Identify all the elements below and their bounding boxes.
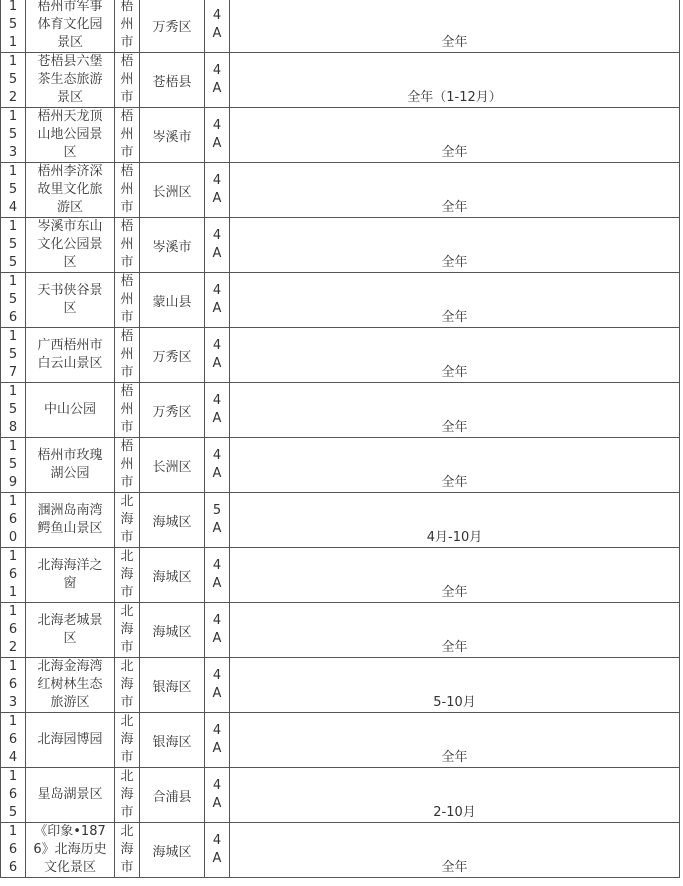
- scenic-spot-name-text: 梧州市玫瑰湖公园: [37, 448, 103, 481]
- scenic-spot-name-text: 岑溪市东山文化公园景区: [37, 219, 103, 270]
- scenic-spot-name-cell: [26, 163, 115, 218]
- row-number-text: 162: [8, 604, 18, 655]
- district-cell: [140, 383, 205, 438]
- row-number-cell: [1, 328, 26, 383]
- level-text: 4A: [212, 393, 222, 426]
- table-row: [1, 493, 680, 548]
- district-cell: [140, 0, 205, 53]
- scenic-spot-name-text: 涠洲岛南湾鳄鱼山景区: [37, 503, 103, 536]
- row-number-text: 155: [8, 219, 18, 270]
- scenic-spot-name-cell: [26, 823, 115, 878]
- level-text: 4A: [212, 668, 222, 701]
- city-text: 北海市: [120, 604, 134, 655]
- open-period-text: 全年: [441, 475, 468, 490]
- row-number-text: 159: [8, 439, 18, 490]
- open-period-text: 全年: [441, 640, 468, 655]
- level-cell: [205, 548, 230, 603]
- row-number-cell: [1, 713, 26, 768]
- city-cell: [115, 493, 140, 548]
- scenic-spot-name-text: 天书侠谷景区: [37, 283, 103, 316]
- district-text: 万秀区: [152, 404, 192, 420]
- district-text: 岑溪市: [152, 239, 192, 255]
- row-number-text: 166: [8, 824, 18, 875]
- open-period-text: 全年: [441, 200, 468, 215]
- open-period-text: 全年: [441, 420, 468, 435]
- open-period-cell: [230, 768, 680, 823]
- city-text: 北海市: [120, 494, 134, 545]
- open-period-text: 全年: [441, 750, 468, 765]
- level-cell: [205, 658, 230, 713]
- open-period-text: 全年: [441, 145, 468, 160]
- row-number-text: 153: [8, 109, 18, 160]
- table-row: [1, 0, 680, 53]
- table-row: [1, 548, 680, 603]
- scenic-spot-name-text: 北海园博园: [37, 732, 103, 747]
- district-cell: [140, 658, 205, 713]
- level-text: 5A: [212, 503, 222, 536]
- table-row: [1, 163, 680, 218]
- scenic-spot-name-cell: [26, 438, 115, 493]
- level-cell: [205, 823, 230, 878]
- open-period-text: 全年: [441, 35, 468, 50]
- scenic-spot-name-text: 梧州李济深故里文化旅游区: [37, 164, 103, 215]
- district-text: 合浦县: [152, 789, 192, 805]
- city-text: 梧州市: [120, 274, 134, 325]
- city-cell: [115, 218, 140, 273]
- table-row: [1, 768, 680, 823]
- city-cell: [115, 823, 140, 878]
- city-text: 梧州市: [120, 439, 134, 490]
- open-period-cell: [230, 273, 680, 328]
- district-cell: [140, 53, 205, 108]
- scenic-spot-name-cell: [26, 53, 115, 108]
- scenic-spot-name-cell: [26, 603, 115, 658]
- table-row: [1, 218, 680, 273]
- open-period-text: 全年: [441, 860, 468, 875]
- level-text: 4A: [212, 558, 222, 591]
- district-text: 长洲区: [152, 184, 192, 200]
- level-cell: [205, 493, 230, 548]
- scenic-spot-name-cell: [26, 218, 115, 273]
- city-cell: [115, 383, 140, 438]
- table-body: [1, 0, 680, 878]
- row-number-cell: [1, 438, 26, 493]
- table-row: [1, 658, 680, 713]
- district-text: 苍梧县: [152, 74, 192, 90]
- level-text: 4A: [212, 448, 222, 481]
- open-period-cell: [230, 53, 680, 108]
- city-text: 北海市: [120, 659, 134, 710]
- level-text: 4A: [212, 8, 222, 41]
- open-period-cell: [230, 713, 680, 768]
- city-text: 梧州市: [120, 0, 134, 50]
- level-cell: [205, 53, 230, 108]
- table-row: [1, 108, 680, 163]
- district-text: 海城区: [152, 569, 192, 585]
- table-row: [1, 438, 680, 493]
- row-number-text: 164: [8, 714, 18, 765]
- scenic-spot-name-cell: [26, 0, 115, 53]
- city-cell: [115, 548, 140, 603]
- scenic-spot-name-text: 广西梧州市白云山景区: [37, 338, 103, 371]
- scenic-spot-name-cell: [26, 493, 115, 548]
- level-text: 4A: [212, 118, 222, 151]
- city-cell: [115, 768, 140, 823]
- city-cell: [115, 163, 140, 218]
- level-cell: [205, 438, 230, 493]
- row-number-text: 158: [8, 384, 18, 435]
- scenic-spot-name-text: 北海老城景区: [37, 613, 103, 646]
- scenic-spot-name-cell: [26, 768, 115, 823]
- level-cell: [205, 0, 230, 53]
- city-text: 梧州市: [120, 329, 134, 380]
- level-text: 4A: [212, 63, 222, 96]
- level-cell: [205, 768, 230, 823]
- open-period-text: 全年（1-12月）: [407, 90, 502, 105]
- district-text: 银海区: [152, 734, 192, 750]
- open-period-text: 全年: [441, 310, 468, 325]
- row-number-cell: [1, 548, 26, 603]
- city-cell: [115, 713, 140, 768]
- scenic-spot-name-cell: [26, 658, 115, 713]
- district-text: 海城区: [152, 624, 192, 640]
- open-period-text: 全年: [441, 365, 468, 380]
- district-cell: [140, 713, 205, 768]
- city-cell: [115, 603, 140, 658]
- open-period-cell: [230, 823, 680, 878]
- row-number-cell: [1, 218, 26, 273]
- row-number-cell: [1, 603, 26, 658]
- scenic-spot-name-text: 北海金海湾红树林生态旅游区: [37, 659, 103, 710]
- open-period-cell: [230, 548, 680, 603]
- city-text: 北海市: [120, 714, 134, 765]
- row-number-cell: [1, 53, 26, 108]
- row-number-text: 161: [8, 549, 18, 600]
- table-row: [1, 713, 680, 768]
- row-number-text: 151: [8, 0, 18, 50]
- scenic-spot-name-text: 《印象•1876》北海历史文化景区: [33, 824, 107, 875]
- district-text: 银海区: [152, 679, 192, 695]
- district-text: 蒙山县: [152, 294, 192, 310]
- level-cell: [205, 163, 230, 218]
- city-cell: [115, 108, 140, 163]
- row-number-text: 157: [8, 329, 18, 380]
- city-text: 梧州市: [120, 164, 134, 215]
- level-cell: [205, 108, 230, 163]
- city-text: 梧州市: [120, 219, 134, 270]
- level-cell: [205, 713, 230, 768]
- district-cell: [140, 218, 205, 273]
- scenic-spot-name-text: 苍梧县六堡茶生态旅游景区: [37, 54, 103, 105]
- scenic-spot-name-text: 北海海洋之窗: [37, 558, 103, 591]
- city-text: 梧州市: [120, 109, 134, 160]
- level-cell: [205, 218, 230, 273]
- district-cell: [140, 163, 205, 218]
- city-text: 北海市: [120, 769, 134, 820]
- row-number-cell: [1, 0, 26, 53]
- scenic-spot-name-text: 中山公园: [43, 402, 96, 417]
- table-row: [1, 273, 680, 328]
- open-period-text: 全年: [441, 585, 468, 600]
- district-cell: [140, 493, 205, 548]
- level-cell: [205, 603, 230, 658]
- city-cell: [115, 658, 140, 713]
- level-text: 4A: [212, 338, 222, 371]
- district-text: 万秀区: [152, 349, 192, 365]
- city-text: 北海市: [120, 824, 134, 875]
- city-cell: [115, 438, 140, 493]
- row-number-cell: [1, 823, 26, 878]
- row-number-text: 152: [8, 54, 18, 105]
- city-cell: [115, 53, 140, 108]
- district-text: 万秀区: [152, 19, 192, 35]
- level-text: 4A: [212, 173, 222, 206]
- row-number-cell: [1, 108, 26, 163]
- district-cell: [140, 438, 205, 493]
- table-row: [1, 383, 680, 438]
- city-cell: [115, 328, 140, 383]
- district-text: 岑溪市: [152, 129, 192, 145]
- open-period-cell: [230, 328, 680, 383]
- city-text: 梧州市: [120, 54, 134, 105]
- table-row: [1, 823, 680, 878]
- city-text: 北海市: [120, 549, 134, 600]
- open-period-cell: [230, 493, 680, 548]
- open-period-cell: [230, 163, 680, 218]
- row-number-cell: [1, 768, 26, 823]
- scenic-spot-name-text: 梧州天龙顶山地公园景区: [37, 109, 103, 160]
- open-period-cell: [230, 438, 680, 493]
- open-period-cell: [230, 383, 680, 438]
- district-cell: [140, 548, 205, 603]
- row-number-text: 156: [8, 274, 18, 325]
- open-period-cell: [230, 108, 680, 163]
- district-cell: [140, 823, 205, 878]
- row-number-cell: [1, 493, 26, 548]
- row-number-text: 163: [8, 659, 18, 710]
- open-period-cell: [230, 0, 680, 53]
- level-text: 4A: [212, 283, 222, 316]
- district-cell: [140, 273, 205, 328]
- city-cell: [115, 0, 140, 53]
- district-cell: [140, 328, 205, 383]
- row-number-cell: [1, 383, 26, 438]
- city-text: 梧州市: [120, 384, 134, 435]
- district-cell: [140, 603, 205, 658]
- scenic-spot-name-text: 星岛湖景区: [37, 787, 103, 802]
- district-cell: [140, 768, 205, 823]
- level-text: 4A: [212, 613, 222, 646]
- city-cell: [115, 273, 140, 328]
- row-number-cell: [1, 658, 26, 713]
- level-cell: [205, 273, 230, 328]
- scenic-spot-name-cell: [26, 713, 115, 768]
- level-text: 4A: [212, 723, 222, 756]
- scenic-spot-name-cell: [26, 328, 115, 383]
- open-period-text: 5-10月: [433, 695, 476, 710]
- row-number-cell: [1, 273, 26, 328]
- scenic-spot-name-cell: [26, 548, 115, 603]
- scenic-spot-name-cell: [26, 108, 115, 163]
- open-period-text: 2-10月: [433, 805, 476, 820]
- district-text: 海城区: [152, 844, 192, 860]
- district-cell: [140, 108, 205, 163]
- table-row: [1, 603, 680, 658]
- district-text: 长洲区: [152, 459, 192, 475]
- open-period-cell: [230, 658, 680, 713]
- scenic-spot-name-cell: [26, 383, 115, 438]
- scenic-spot-name-cell: [26, 273, 115, 328]
- row-number-text: 160: [8, 494, 18, 545]
- row-number-cell: [1, 163, 26, 218]
- level-text: 4A: [212, 778, 222, 811]
- table-row: [1, 328, 680, 383]
- level-text: 4A: [212, 228, 222, 261]
- open-period-cell: [230, 218, 680, 273]
- scenic-spot-name-text: 梧州市军事体育文化园景区: [37, 0, 103, 50]
- level-cell: [205, 383, 230, 438]
- open-period-text: 4月-10月: [426, 530, 483, 545]
- level-cell: [205, 328, 230, 383]
- open-period-cell: [230, 603, 680, 658]
- level-text: 4A: [212, 833, 222, 866]
- row-number-text: 165: [8, 769, 18, 820]
- district-text: 海城区: [152, 514, 192, 530]
- table-row: [1, 53, 680, 108]
- open-period-text: 全年: [441, 255, 468, 270]
- row-number-text: 154: [8, 164, 18, 215]
